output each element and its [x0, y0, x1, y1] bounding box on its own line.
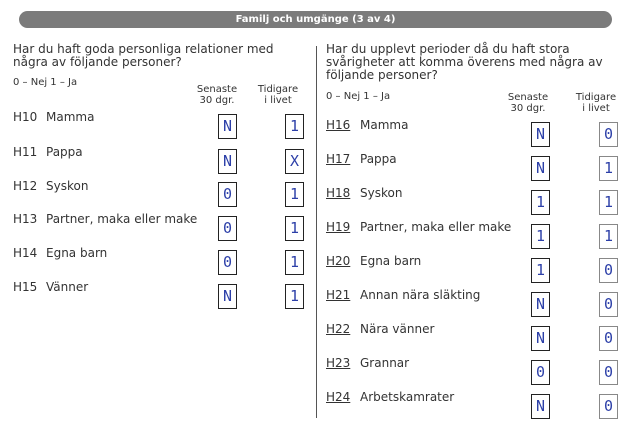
row-label: Mamma	[46, 110, 95, 124]
row-label: Partner, maka eller make	[46, 212, 198, 226]
recent-answer-box[interactable]: N	[531, 394, 550, 419]
recent-answer-box[interactable]: 0	[531, 360, 550, 385]
left-scale: 0 – Nej 1 – Ja	[13, 77, 78, 88]
row-label: Vänner	[46, 280, 89, 294]
right-col-earlier-line1: Tidigare	[575, 92, 617, 103]
row-code: H16	[326, 118, 351, 132]
earlier-answer-box[interactable]: 1	[285, 216, 304, 241]
recent-answer-box[interactable]: 0	[218, 216, 237, 241]
earlier-answer-box[interactable]: 1	[599, 156, 618, 181]
right-col-recent-line1: Senaste	[507, 92, 549, 103]
row-code: H12	[13, 179, 38, 193]
recent-answer-box[interactable]: 0	[218, 182, 237, 207]
section-title: Familj och umgänge (3 av 4)	[19, 11, 612, 28]
earlier-answer-box[interactable]: 0	[599, 394, 618, 419]
row-label: Nära vänner	[360, 322, 435, 336]
row-code: H13	[13, 212, 38, 226]
earlier-answer-box[interactable]: X	[285, 149, 304, 174]
row-code: H23	[326, 356, 351, 370]
row-code: H17	[326, 152, 351, 166]
left-col-earlier-line1: Tidigare	[257, 84, 299, 95]
row-label: Partner, maka eller make	[360, 220, 512, 234]
right-col-recent-line2: 30 dgr.	[510, 103, 546, 114]
recent-answer-box[interactable]: 0	[218, 250, 237, 275]
left-col-recent-line1: Senaste	[196, 84, 238, 95]
earlier-answer-box[interactable]: 1	[599, 190, 618, 215]
left-col-recent-line2: 30 dgr.	[199, 95, 235, 106]
row-code: H15	[13, 280, 38, 294]
right-col-recent-header	[503, 92, 553, 114]
row-code: H24	[326, 390, 351, 404]
earlier-answer-box[interactable]: 1	[285, 182, 304, 207]
left-question: Har du haft goda personliga relationer med några av följande personer?	[13, 42, 274, 69]
right-col-earlier-header	[574, 92, 618, 114]
earlier-answer-box[interactable]: 0	[599, 360, 618, 385]
row-label: Pappa	[46, 145, 83, 159]
recent-answer-box[interactable]: N	[218, 114, 237, 139]
row-code: H11	[13, 145, 38, 159]
row-label: Mamma	[360, 118, 409, 132]
recent-answer-box[interactable]: N	[218, 149, 237, 174]
right-col-earlier-line2: i livet	[582, 103, 610, 114]
earlier-answer-box[interactable]: 1	[285, 250, 304, 275]
row-code: H14	[13, 246, 38, 260]
recent-answer-box[interactable]: N	[531, 292, 550, 317]
row-label: Grannar	[360, 356, 410, 370]
recent-answer-box[interactable]: 1	[531, 190, 550, 215]
row-label: Syskon	[360, 186, 403, 200]
row-code: H19	[326, 220, 351, 234]
recent-answer-box[interactable]: N	[531, 122, 550, 147]
row-label: Arbetskamrater	[360, 390, 455, 404]
earlier-answer-box[interactable]: 0	[599, 258, 618, 283]
row-code: H22	[326, 322, 351, 336]
recent-answer-box[interactable]: N	[218, 284, 237, 309]
row-label: Egna barn	[46, 246, 108, 260]
earlier-answer-box[interactable]: 0	[599, 292, 618, 317]
right-question: Har du upplevt perioder då du haft stora svårigheter att komma överens med några av följande personer?	[326, 42, 603, 82]
left-col-earlier-line2: i livet	[264, 95, 292, 106]
earlier-answer-box[interactable]: 1	[285, 284, 304, 309]
recent-answer-box[interactable]: N	[531, 326, 550, 351]
recent-answer-box[interactable]: 1	[531, 258, 550, 283]
right-scale: 0 – Nej 1 – Ja	[326, 91, 391, 102]
row-label: Egna barn	[360, 254, 422, 268]
row-code: H18	[326, 186, 351, 200]
row-code: H21	[326, 288, 351, 302]
row-code: H20	[326, 254, 351, 268]
row-code: H10	[13, 110, 38, 124]
row-label: Annan nära släkting	[360, 288, 481, 302]
earlier-answer-box[interactable]: 1	[599, 224, 618, 249]
row-label: Pappa	[360, 152, 397, 166]
row-label: Syskon	[46, 179, 89, 193]
left-col-recent-header	[192, 84, 242, 106]
earlier-answer-box[interactable]: 1	[285, 114, 304, 139]
earlier-answer-box[interactable]: 0	[599, 326, 618, 351]
recent-answer-box[interactable]: N	[531, 156, 550, 181]
left-col-earlier-header	[257, 84, 299, 106]
earlier-answer-box[interactable]: 0	[599, 122, 618, 147]
recent-answer-box[interactable]: 1	[531, 224, 550, 249]
column-divider	[316, 46, 317, 418]
